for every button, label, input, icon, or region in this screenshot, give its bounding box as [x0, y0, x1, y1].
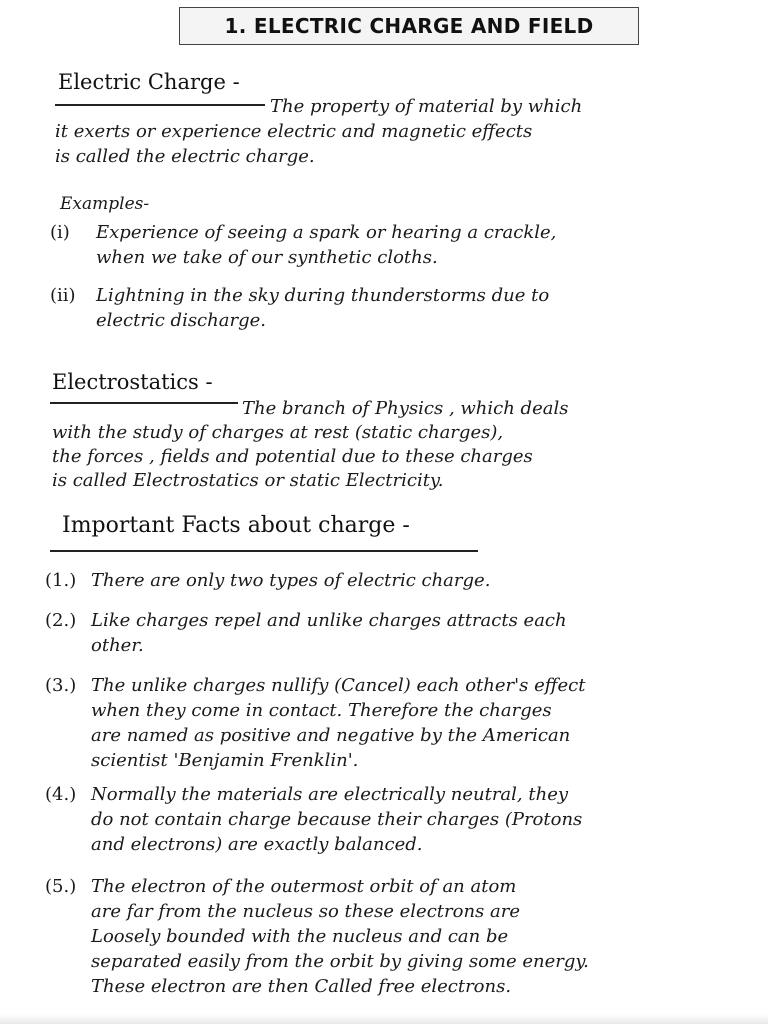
electric-charge-line-3: is called the electric charge.	[55, 146, 315, 167]
example-number: (i)	[50, 222, 70, 243]
fact-line: Normally the materials are electrically neutral, they	[91, 784, 569, 805]
examples-label: Examples-	[60, 194, 150, 214]
fact-number: (1.)	[45, 570, 77, 591]
electrostatics-line-1: The branch of Physics , which deals	[242, 398, 569, 419]
electric-charge-underline	[55, 104, 265, 106]
fact-line: Loosely bounded with the nucleus and can be	[91, 926, 509, 947]
electrostatics-heading: Electrostatics -	[52, 370, 213, 394]
example-line: when we take of our synthetic cloths.	[96, 247, 438, 268]
electric-charge-heading: Electric Charge -	[58, 70, 240, 94]
fact-item	[45, 608, 567, 658]
fact-item	[45, 782, 582, 857]
example-item	[50, 220, 556, 270]
fact-line: The electron of the outermost orbit of an atom	[91, 876, 517, 897]
fact-line: and electrons) are exactly balanced.	[91, 834, 423, 855]
fact-line: do not contain charge because their charges (Protons	[91, 809, 583, 830]
fact-item	[45, 568, 490, 593]
facts-heading: Important Facts about charge -	[62, 513, 410, 538]
fact-number: (3.)	[45, 675, 77, 696]
fact-number: (4.)	[45, 784, 77, 805]
fact-item	[45, 874, 589, 999]
electrostatics-line-3: the forces , fields and potential due to these charges	[52, 446, 533, 467]
fact-line: The unlike charges nullify (Cancel) each other's effect	[91, 675, 586, 696]
electrostatics-line-2: with the study of charges at rest (static charges),	[52, 422, 504, 443]
fact-line: Like charges repel and unlike charges attracts each	[91, 610, 567, 631]
fact-line: are named as positive and negative by the American	[91, 725, 571, 746]
example-item	[50, 283, 549, 333]
fact-line: There are only two types of electric charge.	[91, 570, 491, 591]
fact-number: (2.)	[45, 610, 77, 631]
example-line: Lightning in the sky during thunderstorms due to	[96, 285, 550, 306]
facts-underline	[50, 550, 478, 552]
electric-charge-line-1: The property of material by which	[270, 96, 583, 117]
fact-line: scientist 'Benjamin Frenklin'.	[91, 750, 359, 771]
example-line: Experience of seeing a spark or hearing a crackle,	[96, 222, 557, 243]
fact-number: (5.)	[45, 876, 77, 897]
fact-item	[45, 673, 585, 773]
fact-line: other.	[91, 635, 144, 656]
fact-line: are far from the nucleus so these electrons are	[91, 901, 520, 922]
fact-line: These electron are then Called free electrons.	[91, 976, 512, 997]
example-line: electric discharge.	[96, 310, 266, 331]
fact-line: separated easily from the orbit by giving some energy.	[91, 951, 589, 972]
electrostatics-underline	[50, 402, 238, 404]
fact-line: when they come in contact. Therefore the charges	[91, 700, 552, 721]
page-title: 1. ELECTRIC CHARGE AND FIELD	[179, 7, 639, 45]
electrostatics-line-4: is called Electrostatics or static Electricity.	[52, 470, 444, 491]
example-number: (ii)	[50, 285, 76, 306]
electric-charge-line-2: it exerts or experience electric and magnetic effects	[55, 121, 533, 142]
scan-edge	[0, 1014, 768, 1024]
